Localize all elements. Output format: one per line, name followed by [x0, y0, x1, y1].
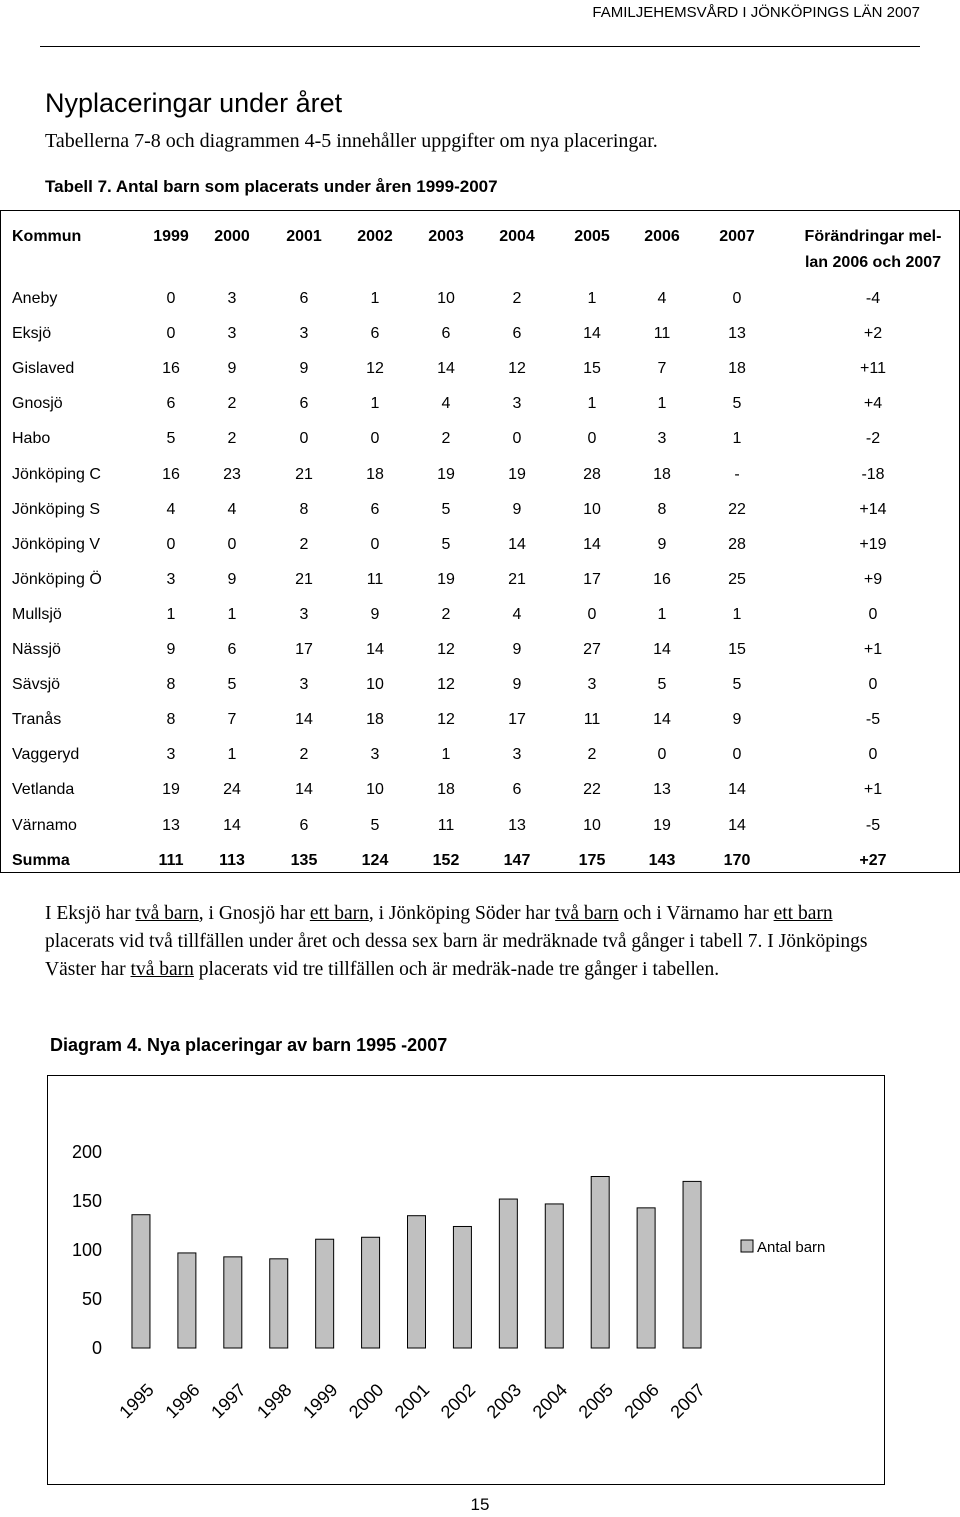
cell-value: 9 [512, 500, 522, 518]
cell-value: 21 [295, 570, 313, 588]
cell-value: 3 [512, 395, 522, 413]
cell-value: 11 [653, 325, 671, 343]
cell-value: 19 [437, 465, 455, 483]
footnote-text: I Eksjö har [45, 903, 136, 924]
cell-value: 0 [166, 290, 176, 307]
cell-value: 0 [732, 746, 742, 764]
cell-value: 6 [512, 325, 522, 343]
cell-value: 143 [648, 851, 676, 869]
table-row [1, 281, 959, 316]
cell-value: 7 [657, 360, 667, 378]
table-header-row [1, 219, 959, 274]
cell-value: 6 [299, 816, 309, 834]
cell-value: 19 [162, 781, 180, 799]
cell-change: +19 [859, 535, 887, 553]
table-row [1, 772, 959, 807]
cell-kommun: Jönköping V [12, 535, 101, 553]
cell-value: 152 [432, 851, 460, 869]
table-row [1, 667, 959, 702]
footnote-underlined: två barn [555, 903, 619, 924]
cell-value: 2 [512, 290, 522, 307]
cell-value: 4 [441, 395, 451, 413]
header-year: 2005 [574, 228, 610, 245]
x-tick-label: 2006 [620, 1379, 663, 1423]
header-rule [40, 46, 920, 47]
bar [224, 1257, 242, 1348]
cell-value: 2 [227, 430, 237, 448]
cell-value: 22 [728, 500, 746, 518]
cell-value: 6 [299, 395, 309, 413]
bar [270, 1259, 288, 1348]
cell-value: 6 [370, 325, 380, 343]
cell-value: 14 [295, 781, 313, 799]
cell-value: 14 [583, 325, 601, 343]
cell-value: 3 [587, 676, 597, 694]
intro-text: Tabellerna 7-8 och diagrammen 4-5 innehåller uppgifter om nya placeringar. [45, 130, 658, 152]
cell-value: 14 [653, 641, 671, 658]
bar [499, 1199, 517, 1348]
cell-value: 0 [657, 746, 667, 764]
x-tick-label: 1997 [207, 1379, 250, 1423]
x-tick-label: 1995 [115, 1379, 158, 1423]
cell-value: 11 [583, 711, 601, 729]
running-header: FAMILJEHEMSVÅRD I JÖNKÖPINGS LÄN 2007 [592, 4, 920, 21]
cell-change: +11 [860, 360, 886, 378]
cell-kommun: Tranås [12, 711, 62, 729]
table-row [1, 316, 959, 351]
y-tick-label: 150 [71, 1191, 102, 1211]
cell-value: 13 [508, 816, 526, 834]
cell-value: 3 [299, 676, 309, 694]
bar [453, 1226, 471, 1348]
cell-value: 13 [162, 816, 180, 834]
footnote-text: placerats vid tre tillfällen och är medräk-nade tre gånger i tabellen. [193, 959, 720, 980]
header-year: 1999 [153, 228, 189, 245]
cell-value: 10 [583, 500, 601, 518]
cell-value: 3 [166, 746, 176, 764]
cell-value: 6 [370, 500, 380, 518]
header-change-line1: Förändringar mel- [804, 228, 942, 245]
cell-value: 3 [657, 430, 667, 448]
cell-value: 14 [728, 816, 746, 834]
cell-value: 23 [223, 465, 241, 483]
cell-value: 5 [370, 816, 380, 834]
cell-value: 5 [441, 500, 451, 518]
cell-value: 9 [299, 360, 309, 378]
cell-kommun: Jönköping S [12, 500, 101, 518]
cell-value: 3 [370, 746, 380, 764]
cell-kommun: Vaggeryd [12, 746, 80, 764]
cell-change: +14 [859, 500, 887, 518]
table-row [1, 597, 959, 632]
y-tick-label: 50 [81, 1289, 102, 1309]
cell-value: 113 [219, 851, 245, 869]
cell-value: 7 [227, 711, 237, 729]
cell-value: 8 [166, 676, 176, 694]
cell-value: 28 [583, 465, 601, 483]
y-tick-label: 0 [91, 1338, 102, 1358]
cell-value: 0 [227, 535, 237, 553]
cell-value: 21 [295, 465, 313, 483]
cell-value: 25 [728, 570, 746, 588]
cell-value: 11 [437, 816, 455, 834]
cell-value: 5 [732, 395, 742, 413]
x-tick-label: 1996 [161, 1379, 204, 1423]
header-year: 2007 [719, 228, 755, 245]
cell-value: 24 [223, 781, 241, 799]
cell-value: 5 [227, 676, 237, 694]
cell-value: 2 [441, 430, 451, 448]
cell-value: - [734, 465, 740, 483]
cell-value: 0 [166, 325, 176, 343]
cell-value: 18 [653, 465, 671, 483]
x-tick-label: 2000 [344, 1379, 388, 1423]
bar [683, 1181, 701, 1348]
cell-kommun: Summa [12, 851, 70, 869]
cell-value: 4 [227, 500, 237, 518]
cell-value: 0 [370, 430, 380, 448]
cell-value: 12 [437, 641, 455, 658]
cell-value: 1 [370, 290, 380, 307]
cell-value: 0 [587, 430, 597, 448]
header-year: 2001 [286, 228, 322, 245]
y-tick-label: 200 [71, 1142, 102, 1162]
bar [408, 1216, 426, 1348]
legend-label: Antal barn [757, 1239, 826, 1256]
cell-value: 175 [578, 851, 606, 869]
table-row [1, 702, 959, 737]
x-tick-label: 2003 [482, 1379, 526, 1423]
cell-change: -18 [861, 465, 885, 483]
footnote-paragraph [45, 900, 905, 984]
cell-value: 2 [299, 746, 309, 764]
cell-value: 5 [166, 430, 176, 448]
footnote-underlined: ett barn [309, 903, 369, 924]
legend-swatch [741, 1240, 753, 1252]
cell-value: 14 [583, 535, 601, 553]
cell-value: 147 [503, 851, 531, 869]
table-row [1, 737, 959, 772]
cell-value: 8 [166, 711, 176, 729]
cell-value: 12 [366, 360, 384, 378]
cell-value: 2 [227, 395, 237, 413]
cell-value: 14 [653, 711, 671, 729]
cell-value: 9 [512, 676, 522, 694]
cell-value: 18 [437, 781, 455, 799]
footnote-text: placerats vid två tillfällen under året och dessa sex barn är medräknade två gånger i tabell 7. I Jönköpings Väster har [45, 931, 868, 980]
cell-kommun: Jönköping C [12, 465, 101, 483]
cell-value: 17 [508, 711, 526, 729]
header-year: 2002 [357, 228, 393, 245]
bar [178, 1253, 196, 1348]
cell-value: 16 [162, 465, 180, 483]
cell-value: 6 [512, 781, 522, 799]
cell-value: 6 [227, 641, 237, 658]
cell-value: 8 [657, 500, 667, 518]
cell-value: 9 [227, 570, 237, 588]
cell-value: 111 [158, 851, 184, 869]
cell-value: 6 [441, 325, 451, 343]
cell-change: +4 [863, 395, 883, 413]
cell-value: 14 [366, 641, 384, 658]
cell-value: 1 [732, 605, 742, 623]
cell-kommun: Gislaved [12, 360, 75, 378]
cell-value: 2 [587, 746, 597, 764]
cell-change: -5 [865, 711, 881, 729]
cell-change: -5 [865, 816, 881, 834]
cell-value: 12 [508, 360, 526, 378]
cell-value: 1 [587, 290, 597, 307]
cell-value: 5 [732, 676, 742, 694]
cell-value: 19 [508, 465, 526, 483]
table-row [1, 527, 959, 562]
cell-value: 14 [437, 360, 455, 378]
bar-chart [0, 1075, 960, 1495]
cell-value: 124 [361, 851, 389, 869]
cell-kommun: Aneby [12, 290, 58, 307]
table-row [1, 562, 959, 597]
cell-kommun: Sävsjö [12, 676, 61, 694]
header-kommun: Kommun [12, 228, 82, 245]
x-tick-label: 2007 [666, 1379, 709, 1423]
section-title: Nyplaceringar under året [45, 88, 343, 118]
page-number: 15 [470, 1495, 490, 1514]
cell-value: 0 [512, 430, 522, 448]
cell-value: 14 [728, 781, 746, 799]
cell-change: 0 [868, 676, 878, 694]
cell-kommun: Jönköping Ö [12, 570, 102, 588]
table-sum-row [1, 843, 959, 878]
cell-value: 9 [370, 605, 380, 623]
cell-value: 9 [227, 360, 237, 378]
cell-value: 1 [657, 605, 667, 623]
bar [316, 1239, 334, 1348]
cell-value: 14 [295, 711, 313, 729]
cell-value: 9 [166, 641, 176, 658]
cell-change: -4 [865, 290, 881, 307]
footnote-text: och i Värnamo har [618, 903, 774, 924]
footnote-text: , i Gnosjö har [198, 903, 310, 924]
cell-value: 14 [508, 535, 526, 553]
x-tick-label: 1998 [253, 1379, 296, 1423]
cell-value: 18 [366, 711, 384, 729]
cell-value: 28 [728, 535, 746, 553]
cell-kommun: Vetlanda [12, 781, 75, 799]
cell-value: 1 [166, 605, 176, 623]
cell-value: 27 [583, 641, 601, 658]
cell-value: 1 [227, 746, 237, 764]
cell-value: 0 [587, 605, 597, 623]
bar [545, 1204, 563, 1348]
bar [637, 1208, 655, 1348]
cell-value: 19 [437, 570, 455, 588]
cell-value: 2 [299, 535, 309, 553]
cell-value: 1 [587, 395, 597, 413]
cell-value: 135 [290, 851, 318, 869]
header-year: 2006 [644, 228, 680, 245]
cell-value: 17 [583, 570, 601, 588]
cell-value: 3 [299, 325, 309, 343]
data-table [0, 210, 960, 873]
header-change-line2: lan 2006 och 2007 [804, 254, 942, 271]
cell-value: 4 [512, 605, 522, 623]
cell-value: 14 [223, 816, 241, 834]
cell-value: 0 [166, 535, 176, 553]
cell-value: 15 [728, 641, 746, 658]
x-tick-label: 2001 [390, 1379, 434, 1423]
cell-change: +1 [863, 781, 883, 799]
cell-value: 17 [295, 641, 313, 658]
cell-value: 2 [441, 605, 451, 623]
cell-value: 12 [437, 676, 455, 694]
cell-value: 13 [653, 781, 671, 799]
cell-value: 10 [583, 816, 601, 834]
cell-kommun: Mullsjö [12, 605, 62, 623]
cell-value: 3 [227, 325, 237, 343]
cell-value: 0 [732, 290, 742, 307]
header-year: 2004 [499, 228, 535, 245]
cell-value: 1 [732, 430, 742, 448]
table-row [1, 808, 959, 843]
cell-kommun: Gnosjö [12, 395, 63, 413]
diagram-caption: Diagram 4. Nya placeringar av barn 1995 -2007 [50, 1035, 448, 1055]
cell-value: 10 [366, 781, 384, 799]
cell-value: 12 [437, 711, 455, 729]
cell-value: 3 [227, 290, 237, 307]
header-year: 2003 [428, 228, 464, 245]
cell-change: 0 [868, 746, 878, 764]
y-tick-label: 100 [71, 1240, 102, 1260]
cell-change: +2 [863, 325, 883, 343]
cell-value: 10 [437, 290, 455, 307]
bar [132, 1215, 150, 1348]
x-tick-label: 2005 [574, 1379, 618, 1423]
cell-kommun: Eksjö [12, 325, 52, 343]
table-caption: Tabell 7. Antal barn som placerats under åren 1999-2007 [45, 177, 498, 196]
cell-value: 1 [657, 395, 667, 413]
cell-value: 1 [227, 605, 237, 623]
table-row [1, 421, 959, 456]
cell-value: 18 [728, 360, 746, 378]
cell-value: 6 [166, 395, 176, 413]
footnote-text: , i Jönköping Söder har [368, 903, 556, 924]
header-year: 2000 [214, 228, 250, 245]
cell-value: 11 [366, 570, 384, 588]
cell-value: 19 [653, 816, 671, 834]
x-tick-label: 2004 [528, 1379, 572, 1423]
cell-value: 1 [370, 395, 380, 413]
cell-change: 0 [868, 605, 878, 623]
footnote-underlined: ett barn [773, 903, 833, 924]
cell-change: -2 [865, 430, 881, 448]
table-row [1, 632, 959, 667]
cell-value: 4 [657, 290, 667, 307]
x-tick-label: 1999 [299, 1379, 342, 1423]
cell-value: 18 [366, 465, 384, 483]
cell-value: 3 [299, 605, 309, 623]
cell-change: +27 [859, 851, 887, 869]
cell-value: 9 [657, 535, 667, 553]
table-row [1, 386, 959, 421]
cell-value: 4 [166, 500, 176, 518]
table-row [1, 457, 959, 492]
cell-value: 6 [299, 290, 309, 307]
cell-kommun: Habo [12, 430, 51, 448]
table-row [1, 492, 959, 527]
cell-kommun: Värnamo [12, 816, 77, 834]
cell-value: 3 [166, 570, 176, 588]
cell-value: 22 [583, 781, 601, 799]
cell-value: 1 [441, 746, 451, 764]
cell-value: 16 [653, 570, 671, 588]
cell-value: 10 [366, 676, 384, 694]
table-row [1, 351, 959, 386]
cell-value: 0 [299, 430, 309, 448]
cell-change: +9 [863, 570, 883, 588]
cell-value: 9 [512, 641, 522, 658]
cell-value: 5 [657, 676, 667, 694]
cell-value: 15 [583, 360, 601, 378]
footnote-underlined: två barn [135, 903, 199, 924]
bar [362, 1237, 380, 1348]
cell-value: 8 [299, 500, 309, 518]
cell-value: 3 [512, 746, 522, 764]
cell-change: +1 [863, 641, 883, 658]
footnote-underlined: två barn [130, 959, 194, 980]
cell-value: 0 [370, 535, 380, 553]
bar [591, 1177, 609, 1349]
cell-value: 13 [728, 325, 746, 343]
cell-value: 170 [723, 851, 751, 869]
cell-value: 5 [441, 535, 451, 553]
cell-value: 9 [732, 711, 742, 729]
cell-value: 21 [508, 570, 526, 588]
x-tick-label: 2002 [436, 1379, 480, 1423]
cell-kommun: Nässjö [12, 641, 61, 658]
cell-value: 16 [162, 360, 180, 378]
